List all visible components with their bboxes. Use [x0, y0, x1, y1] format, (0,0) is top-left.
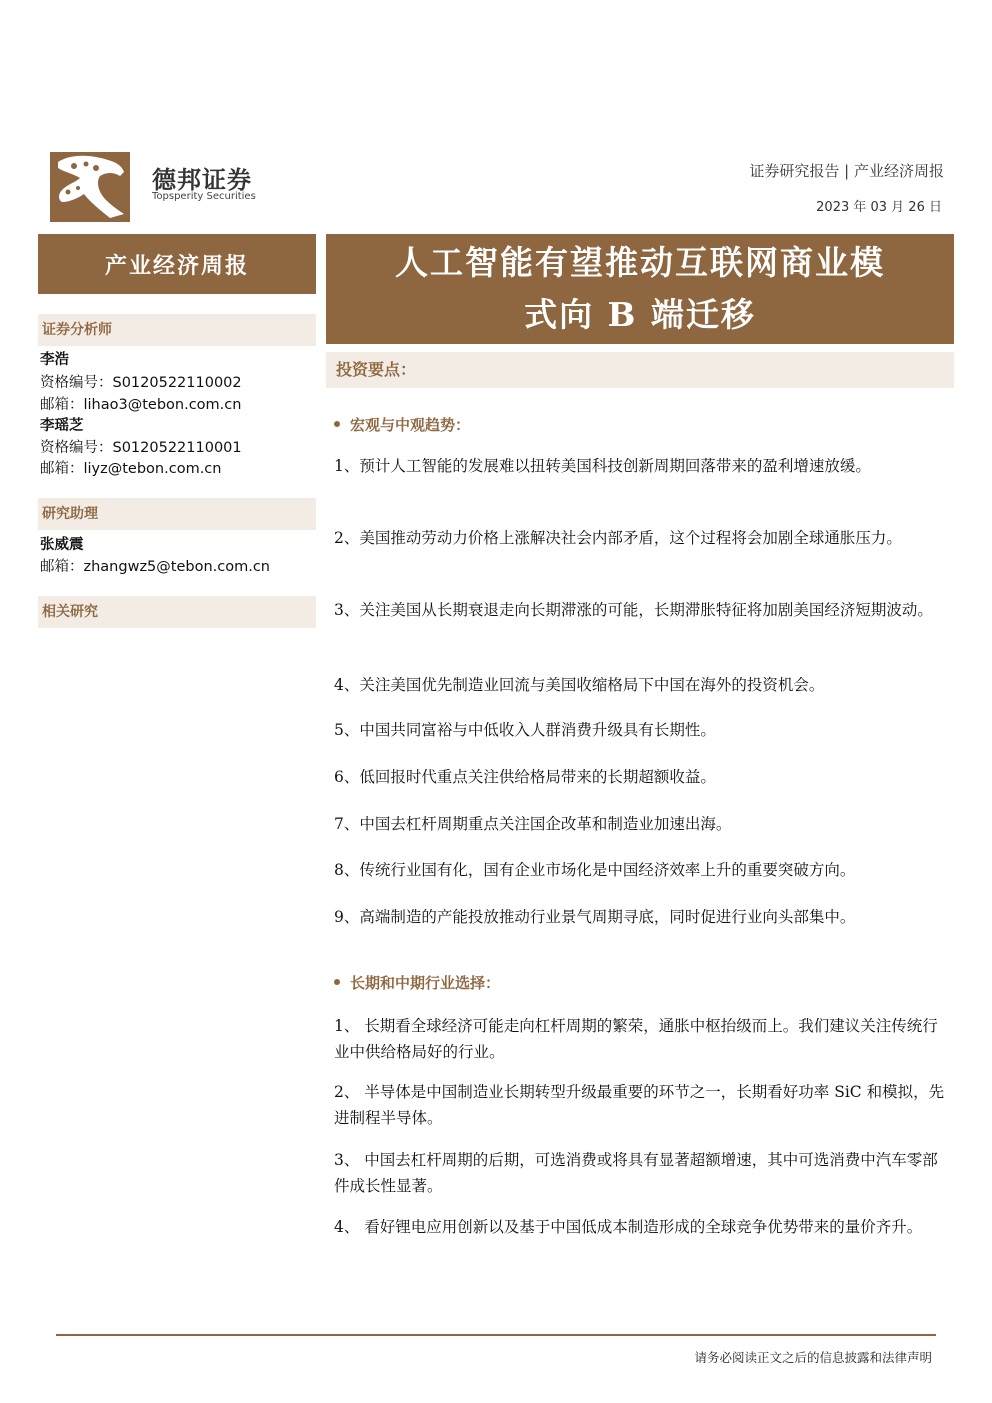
list-item: 3、关注美国从长期衰退走向长期滞涨的可能，长期滞胀特征将加剧美国经济短期波动。 — [334, 601, 933, 619]
section-heading-macro — [334, 414, 470, 435]
assistant-email[interactable]: 邮箱：zhangwz5@tebon.com.cn — [40, 559, 270, 575]
footer-disclaimer[interactable]: 请务必阅读正文之后的信息披露和法律声明 — [694, 1350, 932, 1365]
analyst-name: 李浩 — [40, 351, 69, 368]
list-item: 1、 长期看全球经济可能走向杠杆周期的繁荣，通胀中枢抬级而上。我们建议关注传统行业中供给格局好的行业。 — [334, 1017, 938, 1061]
list-item: 8、传统行业国有化，国有企业市场化是中国经济效率上升的重要突破方向。 — [334, 861, 856, 879]
section-heading-text: 长期和中期行业选择： — [350, 974, 501, 992]
list-item: 6、低回报时代重点关注供给格局带来的长期超额收益。 — [334, 768, 716, 786]
report-title-banner — [326, 234, 954, 344]
analyst-cert: 资格编号：S0120522110001 — [40, 440, 242, 456]
list-item: 4、 看好锂电应用创新以及基于中国低成本制造形成的全球竞争优势带来的量价齐升。 — [334, 1218, 923, 1236]
brand-name-cn: 德邦证券 — [152, 166, 252, 194]
related-research-heading: 相关研究 — [38, 596, 316, 628]
analyst-email[interactable]: 邮箱：liyz@tebon.com.cn — [40, 461, 222, 477]
report-date: 2023 年 03 月 26 日 — [816, 200, 942, 215]
list-item: 1、预计人工智能的发展难以扭转美国科技创新周期回落带来的盈利增速放缓。 — [334, 457, 871, 475]
list-item: 4、关注美国优先制造业回流与美国收缩格局下中国在海外的投资机会。 — [334, 676, 825, 694]
list-item: 3、 中国去杠杆周期的后期，可选消费或将具有显著超额增速，其中可选消费中汽车零部件成长性显著。 — [334, 1151, 938, 1195]
report-title-line2: 式向 B 端迁移 — [524, 295, 756, 334]
bullet-icon — [334, 979, 340, 985]
analyst-cert: 资格编号：S0120522110002 — [40, 375, 242, 391]
report-category-banner — [38, 234, 316, 294]
list-item: 9、高端制造的产能投放推动行业景气周期寻底，同时促进行业向头部集中。 — [334, 908, 856, 926]
report-category-label: 产业经济周报 — [104, 252, 249, 279]
list-item: 5、中国共同富裕与中低收入人群消费升级具有长期性。 — [334, 721, 716, 739]
report-type: 证券研究报告 | 产业经济周报 — [749, 162, 944, 180]
report-title-line1: 人工智能有望推动互联网商业模 — [395, 243, 885, 282]
analyst-heading: 证券分析师 — [38, 314, 316, 346]
section-heading-industry — [334, 972, 500, 993]
analyst-name: 李瑶芝 — [40, 417, 84, 434]
list-item: 7、中国去杠杆周期重点关注国企改革和制造业加速出海。 — [334, 815, 732, 833]
section-heading-text: 宏观与中观趋势： — [350, 416, 471, 434]
analyst-email[interactable]: 邮箱：lihao3@tebon.com.cn — [40, 397, 242, 413]
assistant-name: 张威震 — [40, 536, 84, 553]
key-points-heading: 投资要点： — [326, 352, 954, 388]
company-logo-icon — [50, 152, 130, 222]
bullet-icon — [334, 421, 340, 427]
footer-divider — [56, 1334, 936, 1336]
list-item: 2、 半导体是中国制造业长期转型升级最重要的环节之一，长期看好功率 SiC 和模拟，先进制程半导体。 — [334, 1083, 945, 1127]
assistant-heading: 研究助理 — [38, 498, 316, 530]
list-item: 2、美国推动劳动力价格上涨解决社会内部矛盾，这个过程将会加剧全球通胀压力。 — [334, 529, 902, 547]
brand-name-en: Topsperity Securities — [152, 191, 256, 202]
